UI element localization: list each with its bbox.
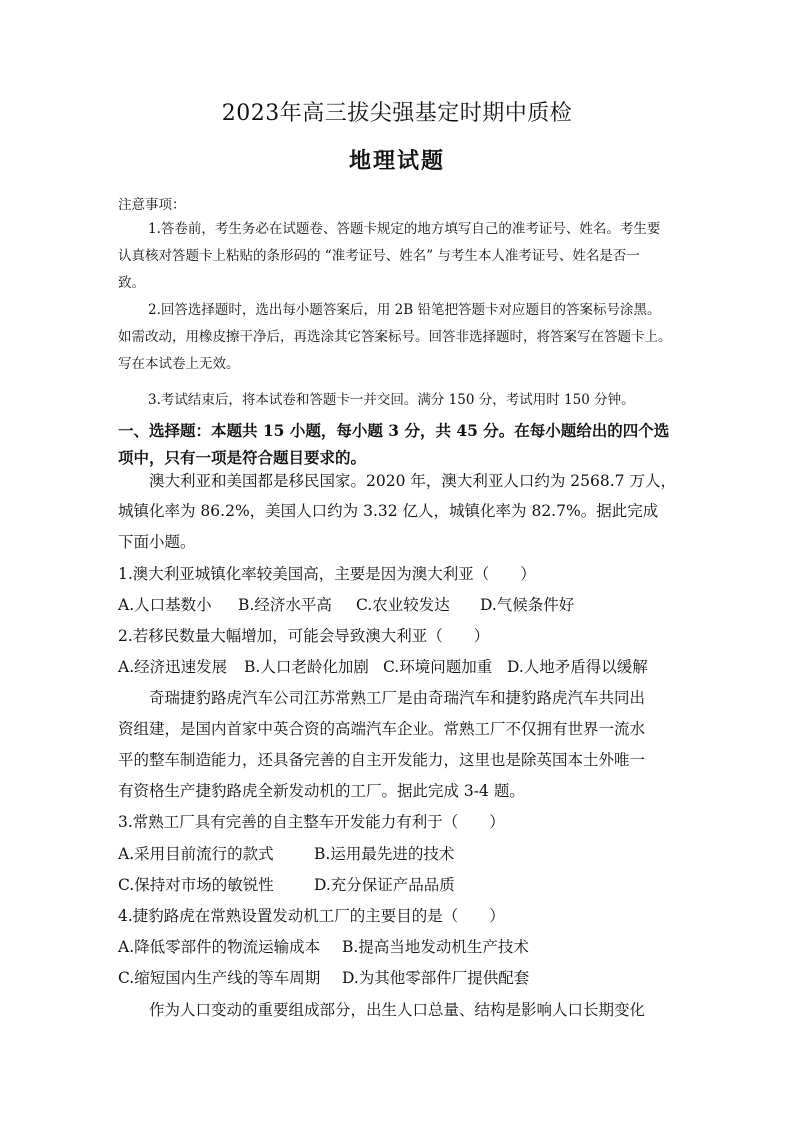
q4-option-d[interactable]: D.为其他零部件厂提供配套 (342, 969, 530, 987)
exam-title: 2023年高三拔尖强基定时期中质检 (221, 101, 573, 126)
q4-option-b[interactable]: B.提高当地发动机生产技术 (342, 938, 529, 956)
q3-options-row1 (118, 842, 454, 864)
q1-options (118, 593, 574, 615)
q1-option-b[interactable]: B.经济水平高 (238, 596, 332, 614)
q3-options-row2 (118, 873, 455, 895)
passage2-line3: 平的整车制造能力，还具备完善的自主开发能力，这里也是除英国本土外唯一 (118, 751, 646, 769)
notice-item3: 3.考试结束后，将本试卷和答题卡一并交回。满分 150 分，考试用时 150 分钟。 (148, 392, 635, 408)
q4-option-c[interactable]: C.缩短国内生产线的等车周期 (118, 969, 321, 987)
q3-option-a[interactable]: A.采用目前流行的款式 (118, 845, 274, 863)
q3-option-d[interactable]: D.充分保证产品品质 (314, 876, 455, 894)
notice-item2-line1: 2.回答选择题时，选出每小题答案后，用 2B 铅笔把答题卡对应题目的答案标号涂黑。 (148, 302, 661, 318)
passage1-line3: 下面小题。 (118, 533, 196, 551)
notice-item1-line1: 1.答卷前，考生务必在试题卷、答题卡规定的地方填写自己的准考证号、姓名。考生要 (148, 221, 661, 237)
q4-options-row2 (118, 966, 529, 988)
notice-item2-line3: 写在本试卷上无效。 (118, 356, 240, 372)
q2-option-b[interactable]: B.人口老龄化加剧 (244, 658, 369, 676)
q4-options-row1 (118, 935, 529, 957)
q2-stem: 2.若移民数量大幅增加，可能会导致澳大利亚（ ） (118, 627, 490, 645)
passage1-line1: 澳大利亚和美国都是移民国家。2020 年，澳大利亚人口约为 2568.7 万人， (149, 472, 676, 490)
q2-option-a[interactable]: A.经济迅速发展 (118, 658, 228, 676)
passage2-line1: 奇瑞捷豹路虎汽车公司江苏常熟工厂是由奇瑞汽车和捷豹路虎汽车共同出 (149, 689, 646, 707)
section1-heading-line2: 项中，只有一项是符合题目要求的。 (118, 448, 367, 467)
section1-heading-line1: 一、选择题：本题共 15 小题，每小题 3 分，共 45 分。在每小题给出的四个选 (118, 421, 670, 440)
q2-options (118, 655, 648, 677)
q3-option-c[interactable]: C.保持对市场的敏锐性 (118, 876, 274, 894)
q1-option-a[interactable]: A.人口基数小 (118, 596, 212, 614)
q3-stem: 3.常熟工厂具有完善的自主整车开发能力有利于（ ） (118, 813, 505, 831)
passage3-line1: 作为人口变动的重要组成部分，出生人口总量、结构是影响人口长期变化 (149, 1001, 646, 1019)
q2-option-d[interactable]: D.人地矛盾得以缓解 (507, 658, 648, 676)
q1-option-d[interactable]: D.气候条件好 (480, 596, 575, 614)
q1-stem: 1.澳大利亚城镇化率较美国高，主要是因为澳大利亚（ ） (118, 565, 536, 583)
q4-option-a[interactable]: A.降低零部件的物流运输成本 (118, 938, 321, 956)
notice-heading: 注意事项： (118, 197, 186, 213)
passage1-line2: 城镇化率为 86.2%，美国人口约为 3.32 亿人，城镇化率为 82.7%。据此完成 (118, 502, 659, 520)
q2-option-c[interactable]: C.环境问题加重 (383, 658, 493, 676)
q3-option-b[interactable]: B.运用最先进的技术 (314, 845, 455, 863)
passage2-line2: 资组建，是国内首家中英合资的高端汽车企业。常熟工厂不仅拥有世界一流水 (118, 720, 646, 738)
notice-item1-line2: 认真核对答题卡上粘贴的条形码的 “准考证号、姓名” 与考生本人准考证号、姓名是否一 (118, 248, 640, 264)
notice-item2-line2: 如需改动，用橡皮擦干净后，再选涂其它答案标号。回答非选择题时，将答案写在答题卡上。 (118, 329, 672, 345)
notice-item1-line3: 致。 (118, 275, 145, 291)
exam-subject: 地理试题 (348, 148, 445, 174)
q4-stem: 4.捷豹路虎在常熟设置发动机工厂的主要目的是（ ） (118, 907, 505, 925)
q1-option-c[interactable]: C.农业较发达 (356, 596, 450, 614)
passage2-line4: 有资格生产捷豹路虎全新发动机的工厂。据此完成 3-4 题。 (118, 782, 525, 800)
